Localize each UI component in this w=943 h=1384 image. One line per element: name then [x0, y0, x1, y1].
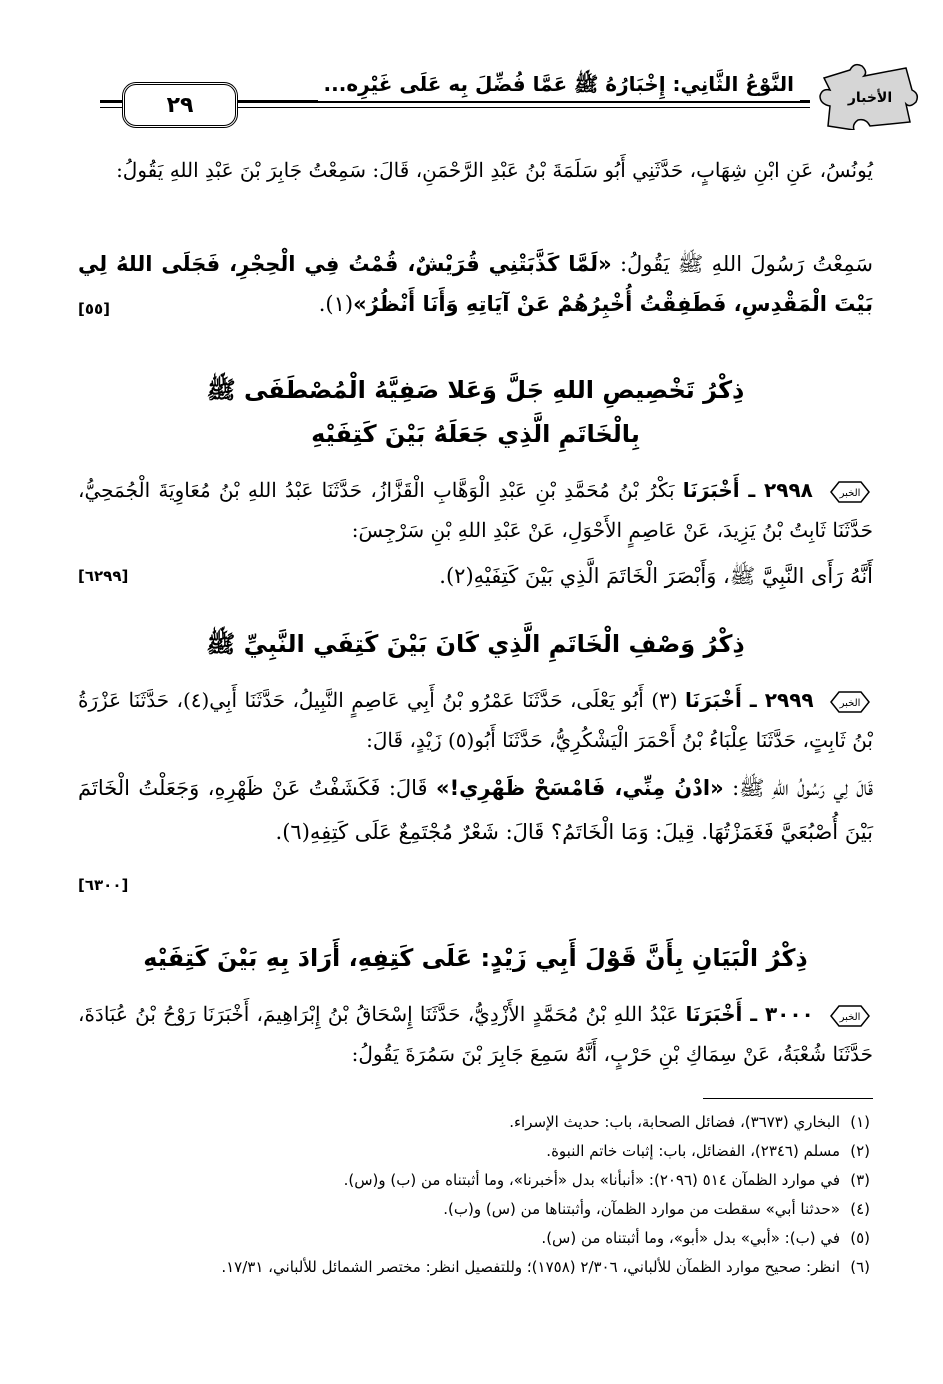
- chapter-heading: ذِكْرُ الْبَيَانِ بِأَنَّ قَوْلَ أَبِي زَيْدٍ: عَلَى كَتِفِهِ، أَرَادَ بِهِ بَيْنَ كَتِفَيْهِ: [143, 944, 808, 972]
- matn-rest: قَالَ: فَكَشَفْتُ عَنْ ظَهْرِهِ، وَجَعَلْتُ الْخَاتَمَ بَيْنَ أُصْبُعَيَّ فَغَمَزْتُهَا. قِيلَ: وَمَا الْخَاتَمُ؟ قَالَ: شَعْرٌ مُجْتَمِعٌ عَلَى كَتِفِهِ(٦).: [78, 776, 873, 844]
- page-number: ٢٩: [122, 82, 238, 128]
- matn-intro: سَمِعْتُ رَسُولَ اللهِ ﷺ يَقُولُ:: [619, 252, 873, 276]
- matn-intro: قَالَ لِي رَسُولُ اللهِ ﷺ:: [732, 776, 873, 800]
- hadith-badge-icon: [827, 1003, 873, 1029]
- hadith-isnad: [78, 680, 873, 760]
- footnote: (٦)انظر: صحيح موارد الظمآن للألباني، ٢/٣٠٦ (١٧٥٨)؛ وللتفصيل انظر: مختصر الشمائل للألباني، ١٧/٣١.: [221, 1258, 870, 1276]
- hadith-isnad: [78, 994, 873, 1074]
- matn-quote: «ادْنُ مِنِّي، فَامْسَحْ ظَهْرِي!»: [436, 776, 724, 800]
- isnad-text: عَبْدُ اللهِ بْنُ مُحَمَّدٍ الأَزْدِيُّ، حَدَّثَنَا إِسْحَاقُ بْنُ إِبْرَاهِيمَ، أَخْبَرَنَا رَوْحُ بْنُ عُبَادَةَ، حَدَّثَنَا شُعْبَةُ، عَنْ سِمَاكِ بْنِ حَرْبٍ، أَنَّهُ سَمِعَ جَابِرَ بْنَ سَمُرَةَ يَقُولُ:: [78, 1002, 873, 1066]
- running-title: النَّوْعُ الثَّانِي: إِخْبَارُهُ ﷺ عَمَّا فُضِّلَ بِه عَلَى غَيْرِه...: [318, 72, 800, 101]
- isnad-text: بَكْرُ بْنُ مُحَمَّدِ بْنِ عَبْدِ الْوَهَّابِ الْقَزَّازُ، حَدَّثَنَا عَبْدُ اللهِ بْنُ مُعَاوِيَةَ الْجُمَحِيُّ، حَدَّثَنَا ثَابِتُ بْنُ يَزِيدَ، عَنْ عَاصِمٍ الأَحْوَلِ، عَنْ عَبْدِ اللهِ بْنِ سَرْجِسَ:: [78, 478, 873, 542]
- footnotes: [70, 1108, 870, 1282]
- footnote: (٢)مسلم (٢٣٤٦)، الفضائل، باب: إثبات خاتم النبوة.: [546, 1142, 870, 1160]
- page-header: [40, 60, 920, 130]
- footnote-marker: (١).: [318, 292, 354, 316]
- footnote-separator: [703, 1098, 873, 1099]
- hadith-number: ٢٩٩٩ ـ أَخْبَرَنَا: [685, 688, 814, 712]
- footnote: (١)البخاري (٣٦٧٣)، فضائل الصحابة، باب: حديث الإسراء.: [509, 1113, 870, 1131]
- svg-text:الخبر: الخبر: [839, 697, 861, 709]
- hadith-isnad: [78, 470, 873, 550]
- hadith-number: ٣٠٠٠ ـ أَخْبَرَنَا: [685, 1002, 814, 1026]
- matn-quote: «لَمَّا كَذَّبَتْنِي قُرَيْشٌ، قُمْتُ فِي الْحِجْرِ، فَجَلَى اللهُ لِي بَيْتَ الْمَقْدِسِ، فَطَفِقْتُ أُخْبِرُهُمْ عَنْ آيَاتِهِ وَأَنَا أَنْظُرُ»: [78, 252, 873, 316]
- section-mark: الأخبار: [847, 90, 893, 106]
- hadith-matn: [78, 766, 873, 854]
- isnad-text: (٣) أَبُو يَعْلَى، حَدَّثَنَا عَمْرُو بْنُ أَبِي عَاصِمٍ النَّبِيلُ، حَدَّثَنَا أَبِي(٤)، حَدَّثَنَا عَزْرَةُ بْنُ ثَابِتٍ، حَدَّثَنَا عِلْبَاءُ بْنُ أَحْمَرَ الْيَشْكُرِيُّ، حَدَّثَنَا أَبُو(٥) زَيْدٍ، قَالَ:: [78, 688, 873, 752]
- svg-text:الخبر: الخبر: [839, 487, 861, 499]
- chapter-heading-cont: بِالْخَاتَمِ الَّذِي جَعَلَهُ بَيْنَ كَتِفَيْهِ: [311, 420, 640, 448]
- hadith-reference: [٦٢٩٩]: [78, 567, 129, 585]
- chapter-heading: ذِكْرُ وَصْفِ الْخَاتَمِ الَّذِي كَانَ بَيْنَ كَتِفَي النَّبِيِّ ﷺ: [206, 630, 745, 658]
- hadith-matn: [78, 244, 873, 324]
- hadith-badge-icon: [827, 479, 873, 505]
- footnote: (٤)«حدثنا أبي» سقطت من موارد الظمآن، وأثبتناها من (س) و(ب).: [443, 1200, 870, 1218]
- hadith-reference: [٥٥]: [78, 300, 111, 318]
- footnote: (٥)في (ب): «أبي» بدل «أبو»، وما أثبتناه من (س).: [541, 1229, 870, 1247]
- hadith-matn: أَنَّهُ رَأَى النَّبِيَّ ﷺ، وَأَبْصَرَ الْخَاتَمَ الَّذِي بَيْنَ كَتِفَيْهِ(٢).: [439, 564, 873, 588]
- puzzle-piece-icon: [810, 60, 920, 130]
- svg-text:الخبر: الخبر: [839, 1011, 861, 1023]
- hadith-number: ٢٩٩٨ ـ أَخْبَرَنَا: [682, 478, 813, 502]
- text-paragraph: يُونُسُ، عَنِ ابْنِ شِهَابٍ، حَدَّثَنِي أَبُو سَلَمَةَ بْنُ عَبْدِ الرَّحْمَنِ، قَالَ: سَمِعْتُ جَابِرَ بْنَ عَبْدِ اللهِ يَقُولُ:: [116, 158, 873, 182]
- hadith-badge-icon: [827, 689, 873, 715]
- chapter-heading: ذِكْرُ تَخْصِيصِ اللهِ جَلَّ وَعَلا صَفِيَّهُ الْمُصْطَفَى ﷺ: [206, 376, 745, 404]
- footnote: (٣)في موارد الظمآن ٥١٤ (٢٠٩٦): «أنبأنا» بدل «أخبرنا»، وما أثبتناه من (ب) و(س).: [343, 1171, 870, 1189]
- hadith-reference: [٦٣٠٠]: [78, 876, 129, 894]
